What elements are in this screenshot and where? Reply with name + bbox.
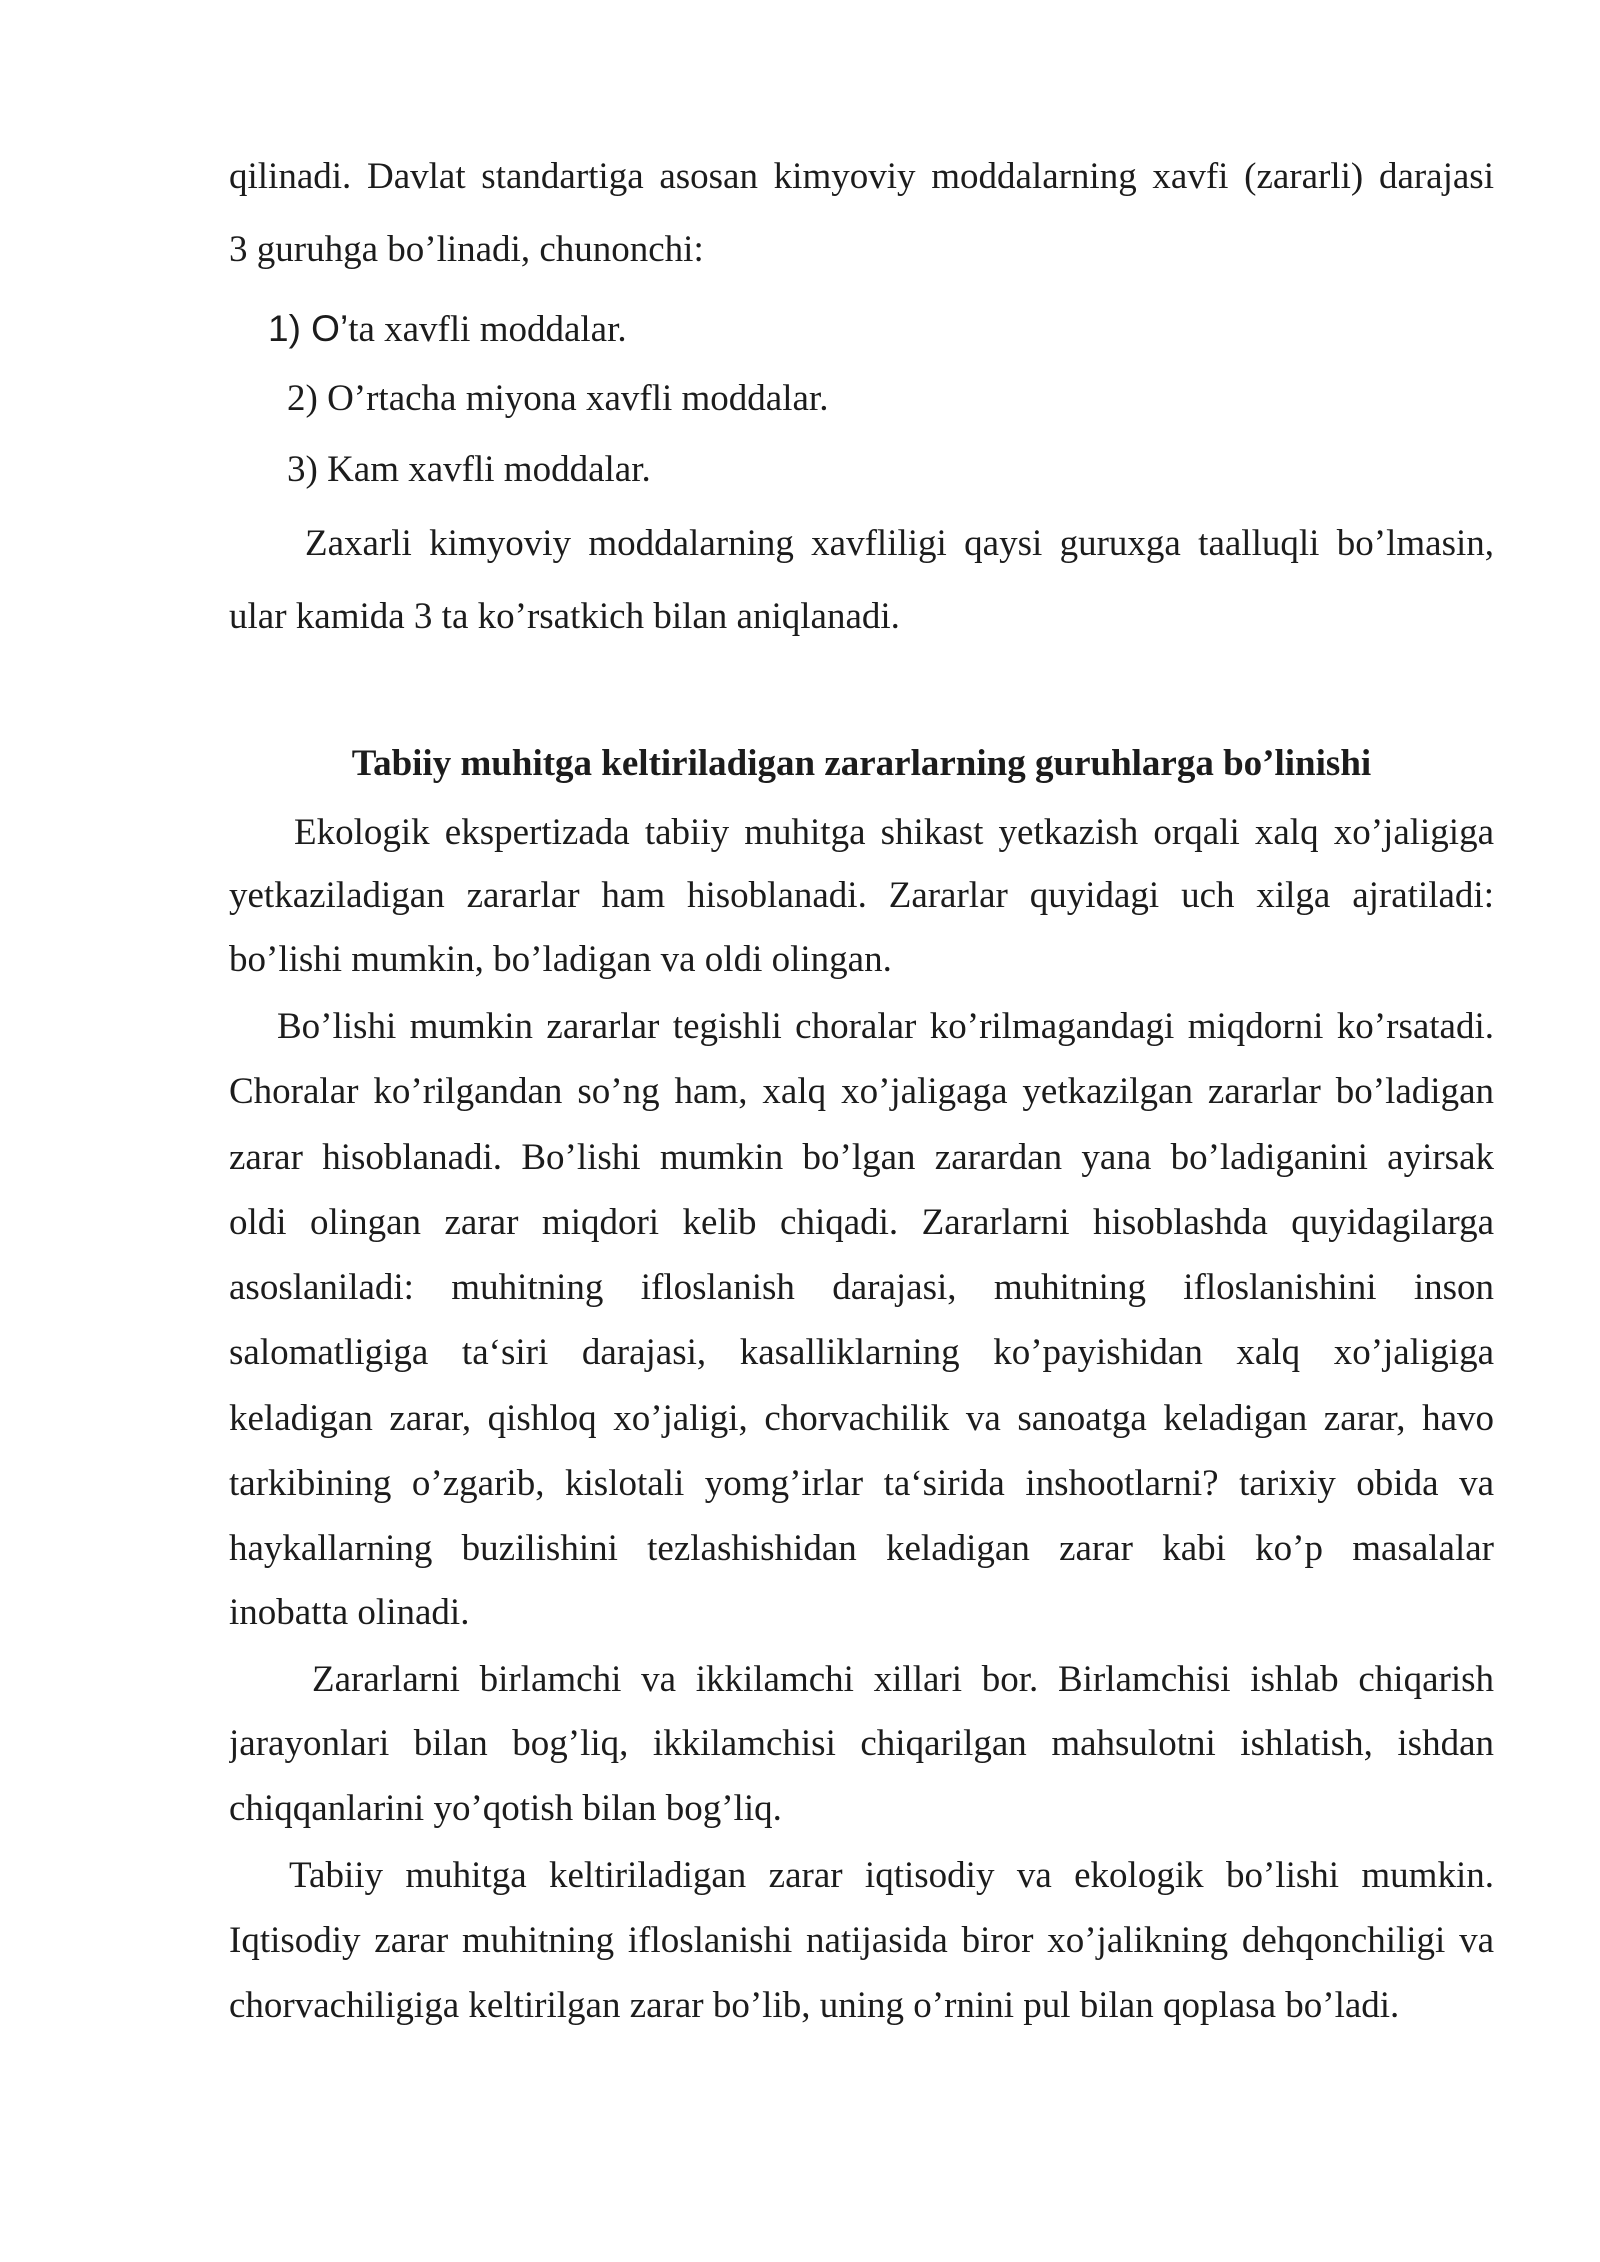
- text-line: tarkibining o’zgarib, kislotali yomg’irlar ta‘sirida inshootlarni? tarixiy obida va: [229, 1463, 1494, 1504]
- text-line: salomatligiga ta‘siri darajasi, kasalliklarning ko’payishidan xalq xo’jaligiga: [229, 1332, 1494, 1373]
- text-line: Zaxarli kimyoviy moddalarning xavfliligi qaysi guruxga taalluqli bo’lmasin,: [305, 523, 1494, 564]
- list-item-text: ta xavfli moddalar.: [348, 309, 627, 350]
- text-line: Choralar ko’rilgandan so’ng ham, xalq xo’jaligaga yetkazilgan zararlar bo’ladigan: [229, 1071, 1494, 1112]
- text-line: Iqtisodiy zarar muhitning ifloslanishi natijasida biror xo’jalikning dehqonchiligi va: [229, 1920, 1494, 1961]
- text-line: Zararlarni birlamchi va ikkilamchi xillari bor. Birlamchisi ishlab chiqarish: [312, 1659, 1494, 1700]
- text-line: 3 guruhga bo’linadi, chunonchi:: [229, 229, 704, 270]
- list-item: 2) O’rtacha miyona xavfli moddalar.: [287, 378, 829, 419]
- text-line: Ekologik ekspertizada tabiiy muhitga shikast yetkazish orqali xalq xo’jaligiga: [294, 812, 1494, 853]
- text-line: haykallarning buzilishini tezlashishidan keladigan zarar kabi ko’p masalalar: [229, 1528, 1494, 1569]
- text-line: yetkaziladigan zararlar ham hisoblanadi. Zararlar quyidagi uch xilga ajratiladi:: [229, 875, 1494, 916]
- text-line: bo’lishi mumkin, bo’ladigan va oldi olingan.: [229, 939, 892, 980]
- text-line: Bo’lishi mumkin zararlar tegishli choralar ko’rilmagandagi miqdorni ko’rsatadi.: [277, 1006, 1494, 1047]
- text-line: Tabiiy muhitga keltiriladigan zarar iqtisodiy va ekologik bo’lishi mumkin.: [289, 1855, 1494, 1896]
- text-line: chorvachiligiga keltirilgan zarar bo’lib, uning o’rnini pul bilan qoplasa bo’ladi.: [229, 1985, 1400, 2026]
- text-line: zarar hisoblanadi. Bo’lishi mumkin bo’lgan zarardan yana bo’ladiganini ayirsak: [229, 1137, 1494, 1178]
- list-item: 3) Kam xavfli moddalar.: [287, 449, 651, 490]
- text-line: oldi olingan zarar miqdori kelib chiqadi. Zararlarni hisoblashda quyidagilarga: [229, 1202, 1494, 1243]
- text-line: inobatta olinadi.: [229, 1592, 470, 1633]
- section-heading: Tabiiy muhitga keltiriladigan zararlarning guruhlarga bo’linishi: [351, 743, 1372, 784]
- text-line: jarayonlari bilan bog’liq, ikkilamchisi chiqarilgan mahsulotni ishlatish, ishdan: [229, 1723, 1494, 1764]
- list-item: [268, 304, 1494, 354]
- text-line: ular kamida 3 ta ko’rsatkich bilan aniqlanadi.: [229, 596, 900, 637]
- list-item-number: 1) O’: [268, 308, 349, 349]
- text-line: chiqqanlarini yo’qotish bilan bog’liq.: [229, 1788, 782, 1829]
- text-line: qilinadi. Davlat standartiga asosan kimyoviy moddalarning xavfi (zararli) darajasi: [229, 156, 1494, 197]
- text-line: asoslaniladi: muhitning ifloslanish darajasi, muhitning ifloslanishini inson: [229, 1267, 1494, 1308]
- text-line: keladigan zarar, qishloq xo’jaligi, chorvachilik va sanoatga keladigan zarar, havo: [229, 1398, 1494, 1439]
